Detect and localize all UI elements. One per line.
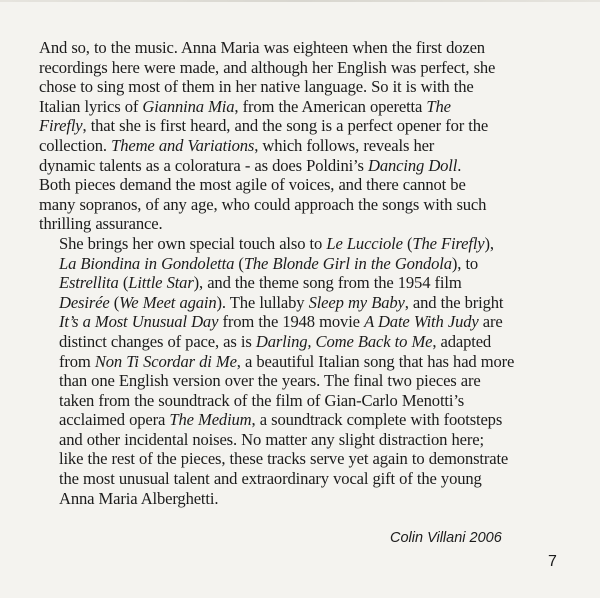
text-line	[39, 195, 567, 215]
text-line	[39, 77, 567, 97]
italic-title: Desirée	[59, 292, 110, 312]
text-line	[39, 58, 567, 78]
text-run: and other incidental noises. No matter any slight distraction here;	[59, 429, 484, 449]
text-run: , which follows, reveals her	[254, 135, 435, 155]
text-run: the most unusual talent and extraordinary vocal gift of the young	[59, 469, 482, 489]
italic-title: La Biondina in Gondoletta	[59, 253, 235, 273]
text-run: ),	[484, 233, 494, 253]
text-line	[39, 489, 567, 509]
text-line	[39, 430, 567, 450]
text-line	[39, 97, 567, 117]
italic-title: Giannina Mia	[142, 96, 235, 116]
italic-title: Sleep my Baby	[308, 292, 405, 312]
text-run: taken from the soundtrack of the film of Gian-Carlo Menotti’s	[59, 390, 465, 410]
text-run: And so, to the music. Anna Maria was eighteen when the first dozen	[39, 38, 485, 57]
text-run: , adapted	[432, 331, 492, 351]
italic-title: Darling, Come Back to Me	[255, 331, 433, 351]
text-run: , from the American operetta	[234, 96, 427, 116]
italic-title: Firefly	[39, 116, 83, 136]
text-run: Italian lyrics of	[39, 96, 143, 116]
paragraph-song-list	[39, 234, 567, 508]
text-run: ), to	[451, 253, 479, 273]
text-run: , a soundtrack complete with footsteps	[251, 410, 503, 430]
text-run: distinct changes of pace, as is	[59, 331, 256, 351]
text-run: .	[457, 155, 462, 175]
page-top-edge	[0, 0, 600, 2]
author-signature: Colin Villani 2006	[390, 530, 502, 546]
text-run: She brings her own special touch also to	[59, 233, 327, 253]
text-line	[39, 175, 567, 195]
italic-title: The	[426, 96, 451, 116]
text-run: ), and the theme song from the 1954 film	[193, 273, 462, 293]
text-run: Anna Maria Alberghetti.	[59, 488, 219, 508]
italic-title: Estrellita	[59, 273, 119, 293]
text-line	[39, 410, 567, 430]
text-run: from	[59, 351, 95, 371]
italic-title: Theme and Variations	[111, 135, 255, 155]
text-line	[39, 273, 567, 293]
text-run: chose to sing most of them in her native language. So it is with the	[39, 77, 474, 97]
text-run: are	[478, 312, 503, 332]
text-run: (	[234, 253, 244, 273]
text-run: , a beautiful Italian song that has had more	[236, 351, 515, 371]
italic-title: The Blonde Girl in the Gondola	[243, 253, 452, 273]
text-run: recordings here were made, and although her English was perfect, she	[39, 57, 496, 77]
italic-title: Non Ti Scordar di Me	[94, 351, 237, 371]
text-line	[39, 214, 567, 234]
text-run: , that she is first heard, and the song is a perfect opener for the	[82, 116, 489, 136]
italic-title: Little Star	[128, 273, 194, 293]
text-line	[39, 332, 567, 352]
text-run: collection.	[39, 135, 112, 155]
page-number: 7	[548, 553, 557, 570]
italic-title: A Date With Judy	[364, 312, 479, 332]
italic-title: It’s a Most Unusual Day	[59, 312, 219, 332]
text-run: (	[109, 292, 120, 312]
italic-title: We Meet again	[119, 292, 217, 312]
text-run: dynamic talents as a coloratura - as does Poldini’s	[39, 155, 369, 175]
text-run: thrilling assurance.	[39, 214, 163, 234]
italic-title: The Firefly	[412, 233, 485, 253]
liner-notes-text	[39, 38, 567, 508]
text-line	[39, 352, 567, 372]
text-line	[39, 469, 567, 489]
text-run: acclaimed opera	[59, 410, 170, 430]
italic-title: The Medium	[169, 410, 252, 430]
text-line	[39, 38, 567, 58]
text-run: than one English version over the years. The final two pieces are	[59, 371, 481, 391]
text-line	[39, 156, 567, 176]
text-line	[39, 234, 567, 254]
text-line	[39, 449, 567, 469]
text-run: many sopranos, of any age, who could approach the songs with such	[39, 194, 487, 214]
text-line	[39, 254, 567, 274]
text-run: , and the bright	[404, 292, 504, 312]
text-line	[39, 371, 567, 391]
text-line	[39, 391, 567, 411]
italic-title: Le Lucciole	[326, 233, 403, 253]
text-line	[39, 293, 567, 313]
text-run: (	[118, 273, 129, 293]
text-run: from the 1948 movie	[218, 312, 365, 332]
text-line	[39, 136, 567, 156]
text-run: (	[402, 233, 413, 253]
paragraph-music-intro	[39, 38, 567, 234]
text-run: like the rest of the pieces, these tracks serve yet again to demonstrate	[59, 449, 509, 469]
text-run: ). The lullaby	[216, 292, 309, 312]
italic-title: Dancing Doll	[368, 155, 458, 175]
text-run: Both pieces demand the most agile of voices, and there cannot be	[39, 175, 466, 195]
text-line	[39, 312, 567, 332]
text-line	[39, 116, 567, 136]
